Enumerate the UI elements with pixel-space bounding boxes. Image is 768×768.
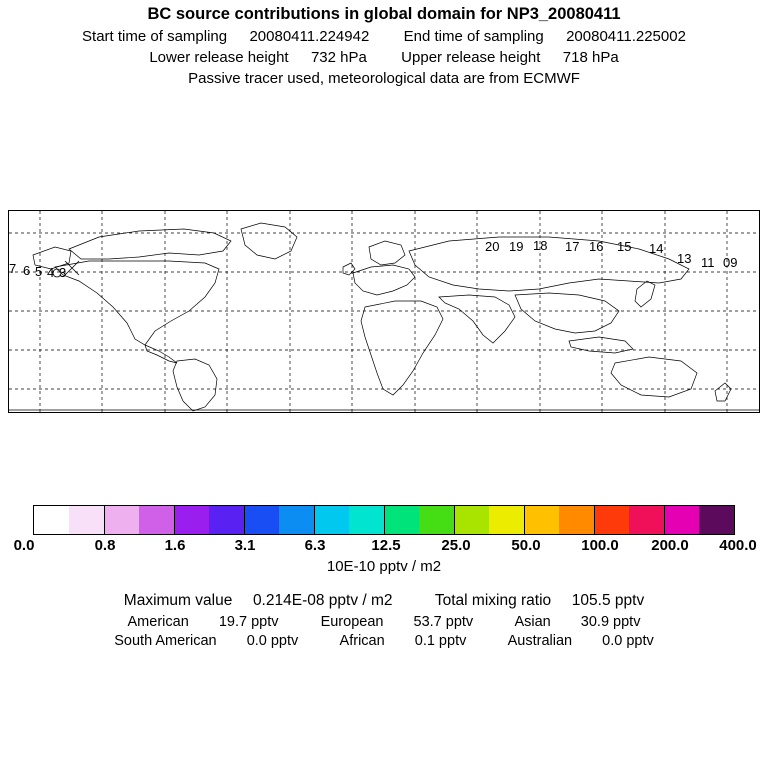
statistics-block bbox=[0, 592, 768, 652]
colorbar-labels bbox=[0, 537, 768, 557]
plume-label-13: 13 bbox=[677, 251, 692, 266]
plume-label-4: 4 bbox=[47, 265, 55, 280]
start-time-value: 20080411.224942 bbox=[249, 28, 370, 45]
plume-label-18: 18 bbox=[533, 238, 548, 253]
colorbar-label-10: 400.0 bbox=[719, 537, 757, 554]
upper-release-value: 718 hPa bbox=[562, 49, 619, 66]
header-block bbox=[0, 0, 768, 87]
trajectory-labels bbox=[9, 238, 737, 280]
release-height-line bbox=[0, 49, 768, 66]
end-time-label: End time of sampling bbox=[403, 28, 544, 45]
map-svg bbox=[9, 211, 759, 412]
coastlines bbox=[9, 223, 759, 411]
colorbar-label-9: 200.0 bbox=[651, 537, 689, 554]
region-value-european: 53.7 pptv bbox=[413, 614, 474, 630]
page-title: BC source contributions in global domain for NP3_20080411 bbox=[147, 5, 621, 23]
summary-row bbox=[0, 592, 768, 610]
region-value-south-american: 0.0 pptv bbox=[246, 633, 299, 649]
end-time-value: 20080411.225002 bbox=[566, 28, 686, 45]
lower-release-label: Lower release height bbox=[149, 49, 289, 66]
total-mixing-ratio-label: Total mixing ratio bbox=[434, 592, 552, 609]
region-value-asian: 30.9 pptv bbox=[580, 614, 641, 630]
region-value-australian: 0.0 pptv bbox=[602, 633, 654, 649]
start-time-label: Start time of sampling bbox=[82, 28, 228, 45]
region-label-south-american: South American bbox=[114, 633, 217, 649]
colorbar-unit-label: 10E-10 pptv / m2 bbox=[326, 558, 442, 575]
region-label-asian: Asian bbox=[514, 614, 551, 630]
plume-label-3: 3 bbox=[59, 265, 67, 280]
plume-label-11: 11 bbox=[701, 255, 715, 270]
region-row-1 bbox=[0, 614, 768, 630]
plume-label-7: 7 bbox=[9, 261, 17, 276]
colorbar-ticks bbox=[34, 506, 734, 534]
max-value: 0.214E-08 pptv / m2 bbox=[252, 592, 393, 609]
region-label-african: African bbox=[339, 633, 385, 649]
colorbar-label-0: 0.0 bbox=[13, 537, 35, 554]
tracer-note: Passive tracer used, meteorological data are from ECMWF bbox=[188, 70, 580, 87]
colorbar-label-3: 3.1 bbox=[234, 537, 256, 554]
plume-label-19: 19 bbox=[509, 239, 524, 254]
colorbar-label-7: 50.0 bbox=[511, 537, 541, 554]
plume-label-6: 6 bbox=[23, 263, 31, 278]
colorbar bbox=[33, 505, 735, 535]
colorbar-label-4: 6.3 bbox=[304, 537, 326, 554]
colorbar-label-6: 25.0 bbox=[441, 537, 471, 554]
max-value-label: Maximum value bbox=[123, 592, 233, 609]
total-mixing-ratio-value: 105.5 pptv bbox=[571, 592, 645, 609]
upper-release-label: Upper release height bbox=[401, 49, 541, 66]
plume-label-15: 15 bbox=[617, 239, 632, 254]
plume-label-17: 17 bbox=[565, 239, 580, 254]
plume-label-09: 09 bbox=[723, 255, 738, 270]
region-label-american: American bbox=[127, 614, 189, 630]
plume-label-14: 14 bbox=[649, 241, 664, 256]
lower-release-value: 732 hPa bbox=[310, 49, 367, 66]
colorbar-label-8: 100.0 bbox=[581, 537, 619, 554]
region-label-european: European bbox=[320, 614, 384, 630]
region-row-2 bbox=[0, 633, 768, 649]
region-value-african: 0.1 pptv bbox=[414, 633, 467, 649]
region-value-american: 19.7 pptv bbox=[218, 614, 279, 630]
plume-label-20: 20 bbox=[485, 239, 500, 254]
sampling-time-line bbox=[0, 28, 768, 45]
global-map-panel bbox=[8, 210, 760, 413]
region-label-australian: Australian bbox=[507, 633, 573, 649]
plume-label-5: 5 bbox=[35, 264, 43, 279]
colorbar-label-5: 12.5 bbox=[371, 537, 401, 554]
plume-label-16: 16 bbox=[589, 239, 604, 254]
colorbar-label-1: 0.8 bbox=[94, 537, 116, 554]
colorbar-label-2: 1.6 bbox=[164, 537, 186, 554]
